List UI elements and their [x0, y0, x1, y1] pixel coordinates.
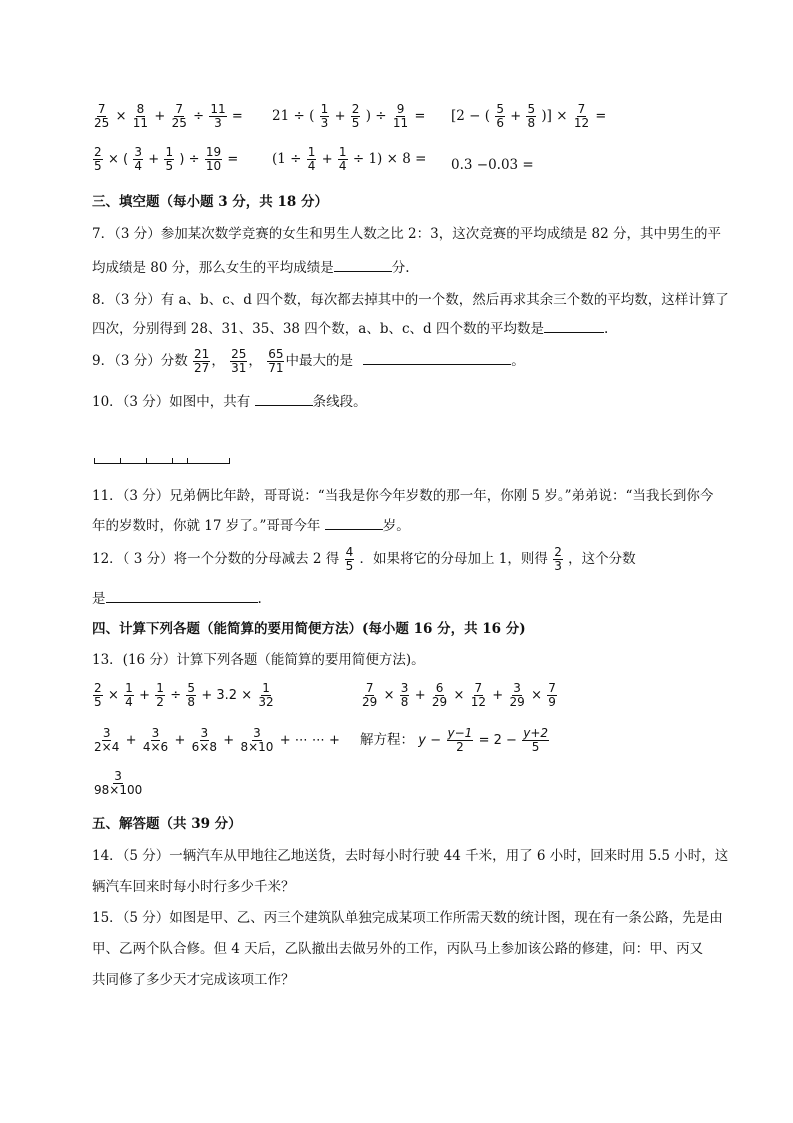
question-14-line2: 辆汽车回来时每小时行多少千米？ [92, 879, 295, 895]
fraction: $\frac{1}{4}$ [125, 681, 133, 709]
question-7-line1: 7．（3 分）参加某次数学竞赛的女生和男生人数之比 2：3，这次竞赛的平均成绩是 82 分，其中男生的平 [92, 226, 721, 242]
question-12-line2: 是 . [92, 588, 262, 609]
fraction: $\frac{2}{3}$ [554, 545, 562, 573]
fraction: $\frac{3}{8\times 10}$ [240, 726, 274, 754]
question-11-line1: 11．（3 分）兄弟俩比年龄，哥哥说：“当我是你今年岁数的那一年，你刚 5 岁。”弟弟说：“当我长到你今 [92, 488, 714, 504]
line-segment-figure [94, 455, 230, 465]
fraction: $\frac{3}{4}$ [134, 145, 142, 173]
fraction: $\frac{7}{25}$ [171, 102, 187, 130]
answer-blank[interactable] [334, 257, 392, 272]
question-10: 10．（3 分）如图中，共有 条线段。 [92, 391, 367, 412]
answer-blank[interactable] [255, 391, 313, 406]
fraction: $\frac{2}{5}$ [94, 681, 102, 709]
question-13-part-c-last [92, 770, 144, 797]
section-4-title: 四、计算下列各题（能简算的要用简便方法）(每小题 16 分，共 16 分) [92, 621, 526, 637]
answer-blank[interactable] [363, 350, 511, 365]
question-13-part-c: $\frac{3}{2\times 4}$ + $\frac{3}{4\times 6}$ + $\frac{3}{6\times 8}$ + $\frac{3}{8\times 10}$ + ⋯ ⋯ + [94, 726, 340, 754]
fraction: $\frac{11}{3}$ [210, 102, 226, 130]
fraction: $\frac{7}{12}$ [470, 681, 486, 709]
question-8-line1: 8．（3 分）有 a、b、c、d 四个数，每次都去掉其中的一个数，然后再求其余三个数的平均数，这样计算了 [92, 292, 729, 308]
question-15-line1: 15．（5 分）如图是甲、乙、丙三个建筑队单独完成某项工作所需天数的统计图，现在有一条公路，先是由 [92, 910, 723, 926]
fraction: $\frac{1}{2}$ [156, 681, 164, 709]
question-13: 13．(16 分）计算下列各题（能简算的要用简便方法)。 [92, 652, 425, 668]
fraction: $\frac{8}{11}$ [132, 102, 149, 130]
fraction: $\frac{7}{12}$ [573, 102, 590, 130]
fraction: $\frac{25}{31}$ [231, 347, 247, 375]
question-12-line1: 12．（ 3 分）将一个分数的分母减去 2 得 $\frac{4}{5}$ ．如果将它的分母加上 1，则得 $\frac{2}{3}$ ，这个分数 [92, 545, 636, 573]
question-7-line2: 均成绩是 80 分，那么女生的平均成绩是 分. [92, 257, 410, 278]
fraction: $\frac{2}{5}$ [351, 102, 360, 130]
fraction: $\frac{1}{5}$ [165, 145, 174, 173]
fraction: $\frac{1}{3}$ [320, 102, 329, 130]
fraction: $\frac{19}{10}$ [205, 145, 222, 173]
calc-row1-a: $\frac{7}{25}$ × $\frac{8}{11}$ + $\frac{7}{25}$ ÷ $\frac{11}{3}$ = [94, 102, 243, 130]
calc-row2-b: (1 ÷ $\frac{1}{4}$ + $\frac{1}{4}$ ÷ 1) × 8 = [272, 145, 427, 173]
fraction: $\frac{7}{29}$ [362, 681, 378, 709]
fraction: $\frac{1}{4}$ [338, 145, 347, 173]
calc-row1-c: [2 − ( $\frac{5}{6}$ + $\frac{5}{8}$ )] × $\frac{7}{12}$ = [451, 102, 607, 130]
section-5-title: 五、解答题（共 39 分） [92, 816, 242, 832]
question-15-line2: 甲、乙两个队合修。但 4 天后，乙队撤出去做另外的工作，丙队马上参加该公路的修建，问：甲、丙又 [92, 941, 704, 957]
question-8-line2: 四次，分别得到 28、31、35、38 四个数，a、b、c、d 四个数的平均数是 . [92, 318, 608, 339]
answer-blank[interactable] [544, 318, 604, 333]
fraction: $\frac{65}{71}$ [268, 347, 284, 375]
fraction: $\frac{2}{5}$ [94, 145, 102, 173]
question-13-part-d: 解方程： y − $\frac{y-1}{2}$ = 2 − $\frac{y+2}{5}$ [360, 726, 549, 754]
calc-row2-c: 0.3 −0.03 = [451, 157, 534, 173]
question-13-part-b: $\frac{7}{29}$ × $\frac{3}{8}$ + $\frac{6}{29}$ × $\frac{7}{12}$ + $\frac{3}{29}$ × $\frac{7}{9}$ [362, 681, 556, 709]
question-15-line3: 共同修了多少天才完成该项工作？ [92, 972, 295, 988]
fraction: $\frac{5}{6}$ [496, 102, 504, 130]
fraction: $\frac{7}{25}$ [94, 102, 110, 130]
calc-row2-a: $\frac{2}{5}$ × ( $\frac{3}{4}$ + $\frac{1}{5}$ ) ÷ $\frac{19}{10}$ = [94, 145, 239, 173]
fraction: $\frac{21}{27}$ [194, 347, 210, 375]
question-14-line1: 14．（5 分）一辆汽车从甲地往乙地送货，去时每小时行驶 44 千米，用了 6 小时，回来时用 5.5 小时，这 [92, 848, 729, 864]
calc-row1-b: 21 ÷ ( $\frac{1}{3}$ + $\frac{2}{5}$ ) ÷ $\frac{9}{11}$ = [272, 102, 426, 130]
fraction: $\frac{3}{29}$ [509, 681, 525, 709]
fraction: $\frac{7}{9}$ [548, 681, 556, 709]
fraction: $\frac{3}{4\times 6}$ [142, 726, 169, 754]
fraction: $\frac{3}{8}$ [400, 681, 409, 709]
question-11-line2: 年的岁数时，你就 17 岁了。”哥哥今年 岁。 [92, 515, 410, 536]
question-13-part-a: $\frac{2}{5}$ × $\frac{1}{4}$ + $\frac{1}{2}$ ÷ $\frac{5}{8}$ + 3.2 × $\frac{1}{32}$ [94, 681, 274, 709]
fraction: $\frac{y+2}{5}$ [523, 726, 549, 754]
fraction: $\frac{5}{8}$ [527, 102, 536, 130]
fraction: $\frac{9}{11}$ [392, 102, 409, 130]
section-3-title: 三、填空题（每小题 3 分，共 18 分） [92, 194, 328, 210]
fraction: $\frac{4}{5}$ [345, 545, 354, 573]
answer-blank[interactable] [106, 588, 258, 603]
fraction: $\frac{5}{8}$ [187, 681, 196, 709]
fraction: $\frac{1}{4}$ [307, 145, 316, 173]
fraction: $\frac{3}{2\times 4}$ [94, 726, 120, 754]
answer-blank[interactable] [325, 515, 383, 530]
fraction: $\frac{3}{6\times 8}$ [191, 726, 217, 754]
fraction: $\frac{3}{98\times 100}$ [94, 769, 143, 797]
fraction: $\frac{y-1}{2}$ [447, 726, 473, 754]
fraction: $\frac{1}{32}$ [258, 681, 274, 709]
fraction: $\frac{6}{29}$ [431, 681, 448, 709]
question-9: 9．（3 分）分数 $\frac{21}{27}$ ， $\frac{25}{31}$ ， $\frac{65}{71}$ 中最大的是 。 [92, 347, 525, 375]
